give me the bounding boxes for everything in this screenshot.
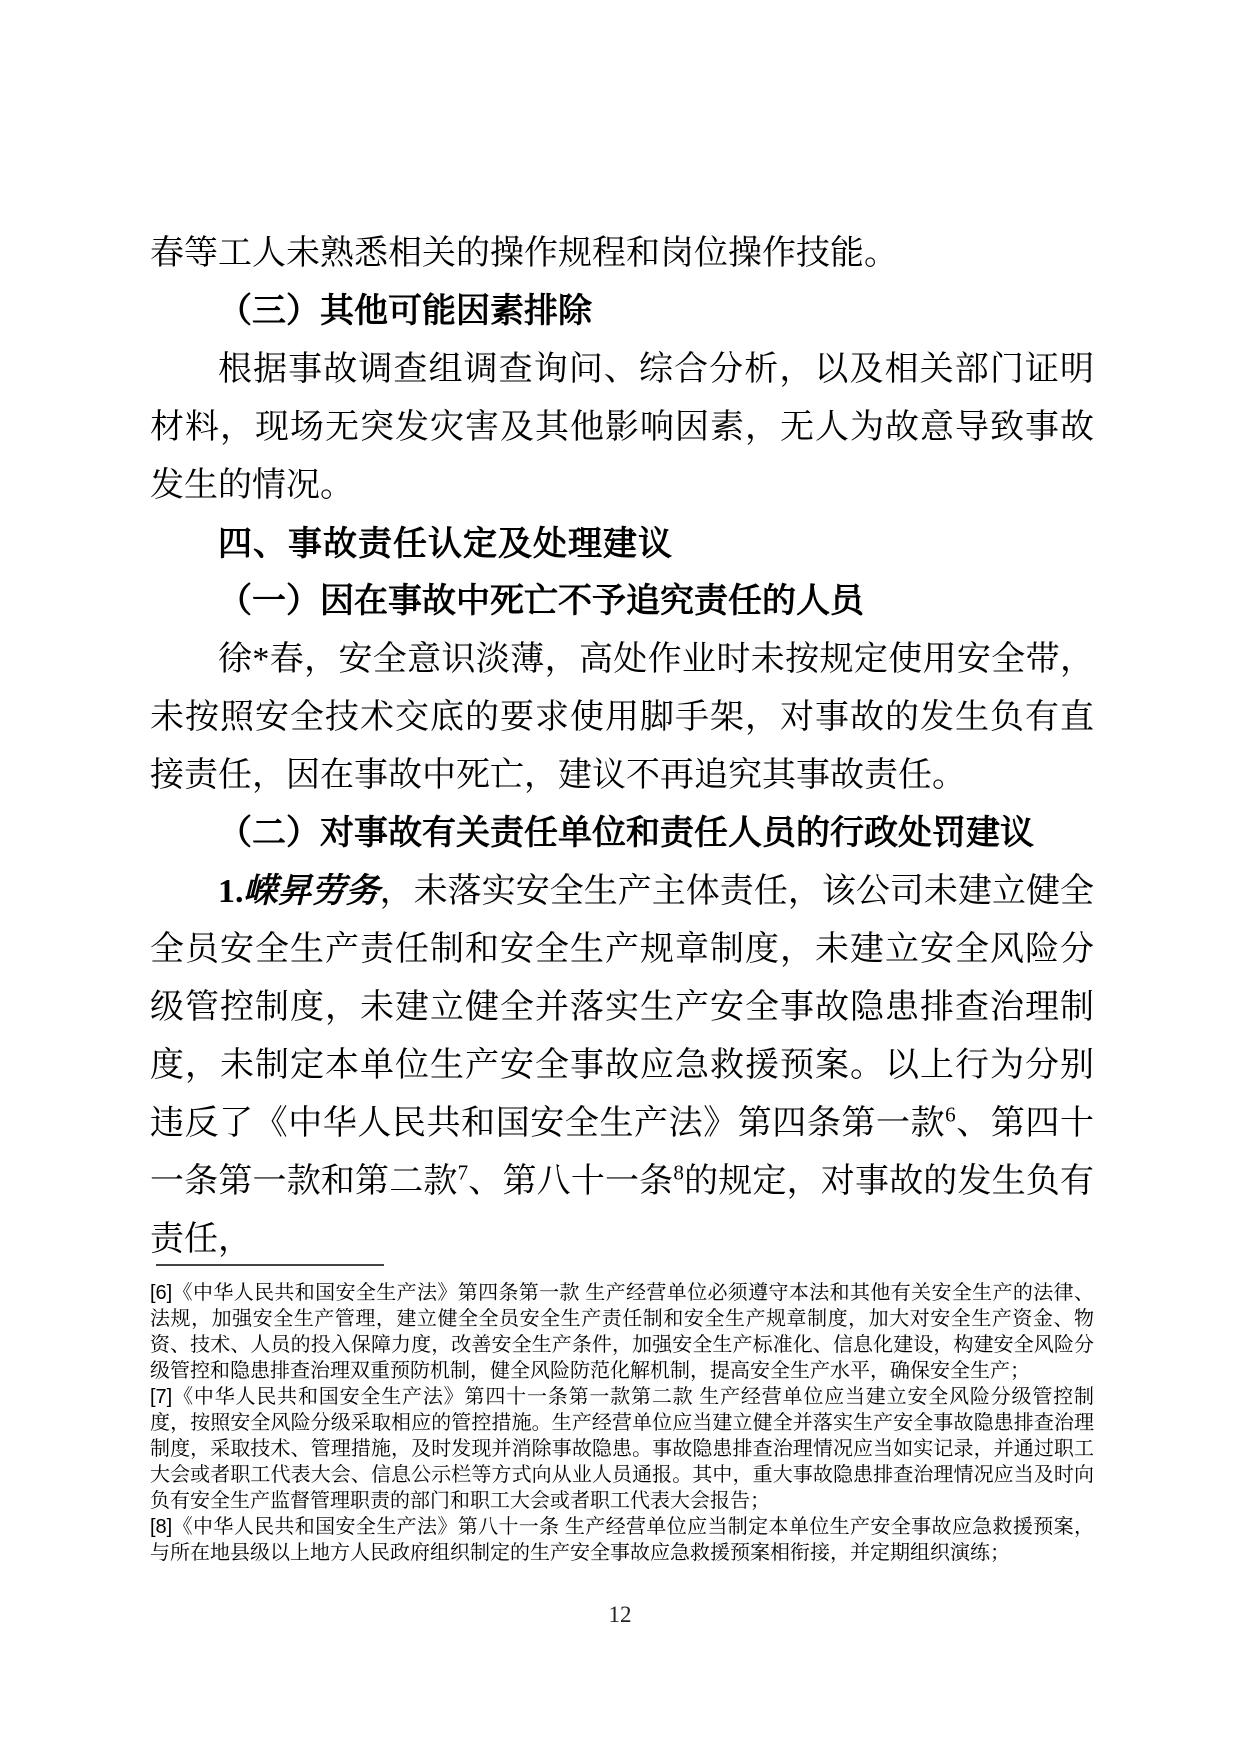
paragraph-text-segment: 、第四十一条第一款和第二款 xyxy=(150,1105,1095,1200)
document-body xyxy=(150,225,1094,1269)
footnote-ref-7: 7 xyxy=(457,1160,469,1185)
footnote-marker: [6] xyxy=(150,1282,173,1304)
page-number: 12 xyxy=(608,1602,632,1627)
footnote-text: 《中华人民共和国安全生产法》第四条第一款 生产经营单位必须遵守本法和其他有关安全生产的法律、法规，加强安全生产管理，建立健全全员安全生产责任制和安全生产规章制度，加大对安全生产资金、物资、技术、人员的投入保障力度，改善安全生产条件，加强安全生产标准化、信息化建设，构建安全风险分级管控和隐患排查治理双重预防机制，健全风险防范化解机制，提高安全生产水平，确保安全生产； xyxy=(150,1282,1094,1382)
footnote-separator xyxy=(156,1264,384,1266)
footnote-text: 《中华人民共和国安全生产法》第四十一条第一款第二款 生产经营单位应当建立安全风险分级管控制度，按照安全风险分级采取相应的管控措施。生产经营单位应当建立健全并落实生产安全事故隐患排查治理制度，采取技术、管理措施，及时发现并消除事故隐患。事故隐患排查治理情况应当如实记录，并通过职工大会或者职工代表大会、信息公示栏等方式向从业人员通报。其中，重大事故隐患排查治理情况应当及时向负有安全生产监督管理职责的部门和职工大会或者职工代表大会报告； xyxy=(150,1386,1094,1512)
paragraph-continuation: 春等工人未熟悉相关的操作规程和岗位操作技能。 xyxy=(150,235,898,272)
footnote-area xyxy=(150,1264,1094,1566)
footnote-ref-6: 6 xyxy=(945,1102,956,1127)
list-item-number: 1. xyxy=(218,873,244,910)
paragraph-deceased: 徐*春，安全意识淡薄，高处作业时未按规定使用安全带，未按照安全技术交底的要求使用脚手架，对事故的发生负有直接责任，因在事故中死亡，建议不再追究其事故责任。 xyxy=(150,641,1094,794)
footnote-ref-8: 8 xyxy=(673,1160,684,1185)
footnote-marker: [8] xyxy=(150,1516,173,1538)
company-name: 嵘昇劳务 xyxy=(243,873,380,910)
footnote-7 xyxy=(150,1384,1094,1514)
paragraph-investigation: 根据事故调查组调查询问、综合分析，以及相关部门证明材料，现场无突发灾害及其他影响因素，无人为故意导致事故发生的情况。 xyxy=(150,351,1094,504)
footnote-8 xyxy=(150,1514,1094,1566)
paragraph-text-segment: 、第八十一条 xyxy=(468,1163,674,1200)
footnote-6 xyxy=(150,1280,1094,1384)
footnote-text: 《中华人民共和国安全生产法》第八十一条 生产经营单位应当制定本单位生产安全事故应急救援预案，与所在地县级以上地方人民政府组织制定的生产安全事故应急救援预案相衔接，并定期组织演练； xyxy=(150,1516,1094,1564)
paragraph-text-segment: ，未落实安全生产主体责任，该公司未建立健全全员安全生产责任制和安全生产规章制度，未建立安全风险分级管控制度，未建立健全并落实生产安全事故隐患排查治理制度，未制定本单位生产安全事故应急救援预案。以上行为分别违反了《中华人民共和国安全生产法》第四条第一款 xyxy=(150,873,1095,1142)
paragraph-text-segment: 的规定，对事故的发生负有责任， xyxy=(150,1163,1095,1258)
footnote-marker: [7] xyxy=(150,1386,173,1408)
paragraph-penalty-company xyxy=(150,863,1094,1269)
section-heading-3: （三）其他可能因素排除 xyxy=(218,293,592,330)
chapter-heading-4: 四、事故责任认定及处理建议 xyxy=(218,525,673,563)
section-heading-4-1: （一）因在事故中死亡不予追究责任的人员 xyxy=(218,583,864,620)
section-heading-4-2: （二）对事故有关责任单位和责任人员的行政处罚建议 xyxy=(218,815,1034,852)
